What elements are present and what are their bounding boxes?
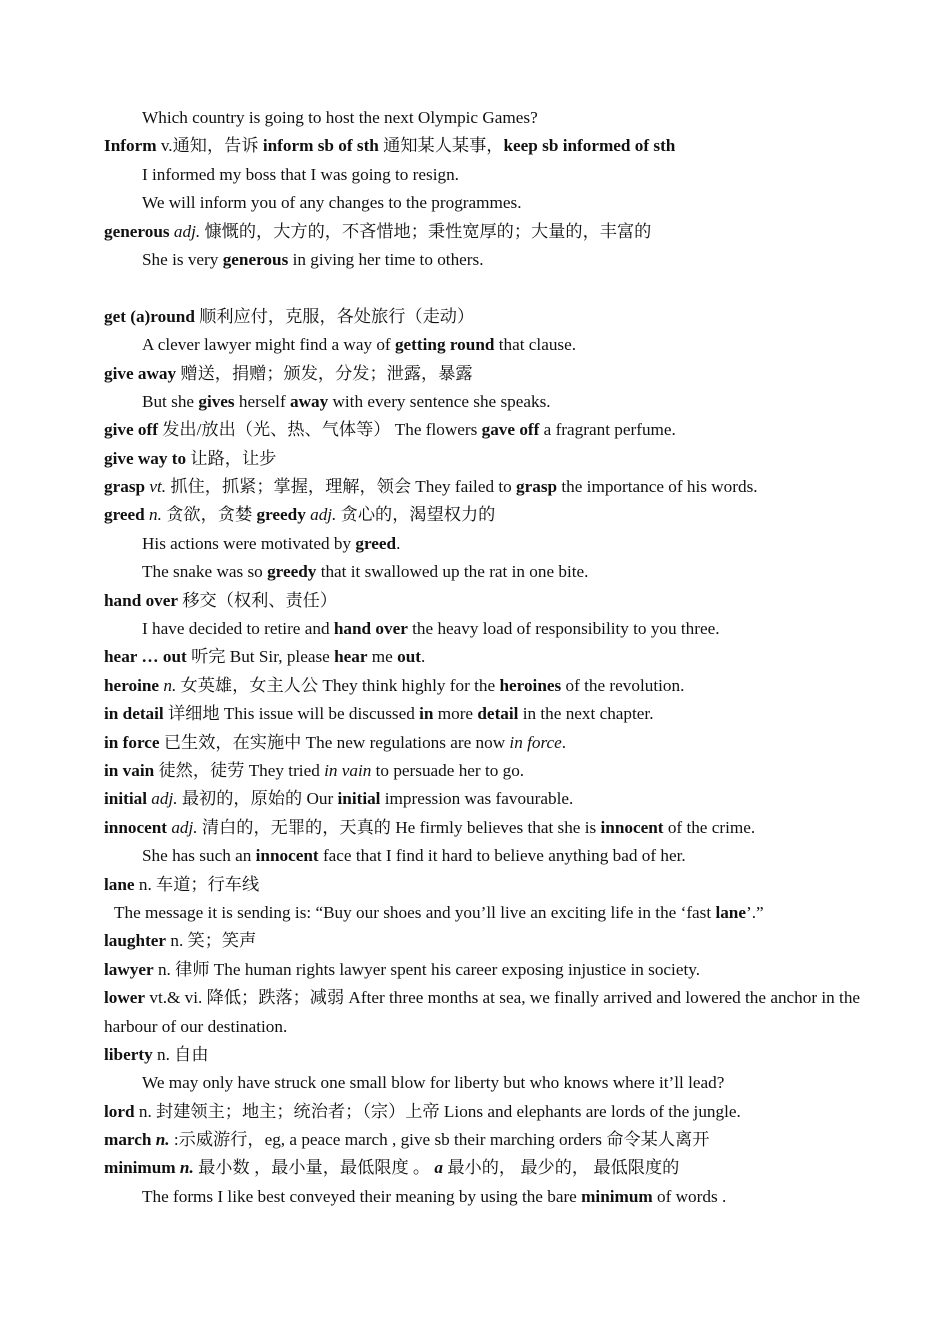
part-of-speech: adj.: [173, 221, 201, 241]
headword: give away: [104, 363, 177, 383]
text-segment: a fragrant perfume.: [539, 420, 676, 440]
entry-line: [104, 672, 864, 700]
text-segment: n. 车道；行车线: [134, 874, 260, 894]
text-segment: 已生效，在实施中 The new regulations are now: [159, 732, 510, 752]
example-sentence: [104, 1183, 864, 1211]
headword: lane: [715, 902, 746, 922]
text-segment: .: [396, 533, 401, 553]
text-segment: v.通知，告诉: [156, 136, 263, 156]
entry-line: [104, 643, 864, 671]
example-sentence: [104, 388, 864, 416]
entry-line: [104, 956, 864, 984]
entry-line: [104, 416, 864, 444]
headword: greedy: [267, 562, 317, 582]
example-sentence: [104, 558, 864, 586]
entry-line: [104, 984, 864, 1041]
entry-line: [104, 1098, 864, 1126]
example-sentence: [104, 615, 864, 643]
text-segment: The snake was so: [142, 562, 268, 582]
headword: greed: [355, 533, 397, 553]
text-segment: The forms I like best conveyed their meaning by using the bare: [142, 1186, 582, 1206]
text-segment: vt.& vi. 降低；跌落；减弱 After three months at sea, we finally arrived and lowered the anchor in the harbour of our destination.: [104, 988, 861, 1036]
headword: lawyer: [104, 959, 154, 979]
text-segment: n. 笑；笑声: [166, 931, 257, 951]
text-segment: She is very: [142, 249, 223, 269]
text-segment: in giving her time to others.: [288, 249, 484, 269]
headword: generous: [222, 249, 289, 269]
headword: away: [289, 391, 329, 411]
text-segment: But she: [142, 391, 199, 411]
headword: lane: [104, 874, 135, 894]
example-sentence: [104, 246, 864, 274]
text-segment: We will inform you of any changes to the programmes.: [142, 193, 522, 213]
text-segment: 最小数 ，最小量，最低限度 。: [193, 1158, 435, 1178]
headword: in: [419, 704, 434, 724]
text-segment: 顺利应付，克服，各处旅行（走动）: [194, 306, 475, 326]
headword: give off: [104, 420, 158, 440]
headword: initial: [337, 789, 381, 809]
headword: in vain: [104, 760, 155, 780]
headword: n.: [179, 1158, 194, 1178]
text-segment: The message it is sending is: “Buy our shoes and you’ll live an exciting life in the ‘fast: [114, 902, 716, 922]
text-segment: We may only have struck one small blow for liberty but who knows where it’ll lead?: [142, 1073, 725, 1093]
example-sentence: [104, 189, 864, 217]
headword: in detail: [104, 704, 164, 724]
headword: keep sb informed of sth: [503, 136, 676, 156]
text-segment: face that I find it hard to believe anything bad of her.: [318, 846, 686, 866]
text-segment: 最小的， 最少的， 最低限度的: [443, 1158, 680, 1178]
part-of-speech: adj.: [171, 817, 198, 837]
text-segment: of the revolution.: [561, 675, 685, 695]
blank-line: [104, 274, 864, 302]
text-segment: 徒然，徒劳 They tried: [154, 760, 325, 780]
headword: hand over: [333, 619, 408, 639]
text-segment: .: [420, 647, 426, 667]
text-segment: the heavy load of responsibility to you three.: [407, 619, 720, 639]
vocabulary-list: [104, 104, 864, 1211]
text-segment: herself: [234, 391, 290, 411]
headword: get (a)round: [104, 306, 195, 326]
text-segment: of the crime.: [663, 817, 756, 837]
text-segment: ’.”: [746, 902, 764, 922]
headword: a: [434, 1158, 444, 1178]
entry-line: [104, 757, 864, 785]
entry-line: [104, 1126, 864, 1154]
text-segment: 移交（权利、责任）: [178, 590, 338, 610]
entry-line: [104, 927, 864, 955]
entry-line: [104, 814, 864, 842]
headword: heroines: [499, 675, 562, 695]
text-segment: of words .: [652, 1186, 727, 1206]
entry-line: [104, 729, 864, 757]
headword: heroine: [104, 675, 160, 695]
text-segment: more: [433, 704, 478, 724]
text-segment: Which country is going to host the next Olympic Games?: [142, 108, 538, 127]
headword: hear: [334, 647, 368, 667]
part-of-speech: n.: [163, 675, 177, 695]
entry-line: [104, 132, 864, 160]
text-segment: 通知某人某事，: [378, 136, 504, 156]
part-of-speech: adj.: [151, 789, 178, 809]
text-segment: 发出/放出（光、热、气体等） The flowers: [157, 420, 482, 440]
headword: n.: [155, 1130, 170, 1150]
headword: gave off: [481, 420, 540, 440]
text-segment: in the next chapter.: [518, 704, 654, 724]
text-segment: A clever lawyer might find a way of: [142, 335, 395, 355]
headword: innocent: [255, 846, 319, 866]
entry-line: [104, 360, 864, 388]
headword: getting round: [394, 335, 495, 355]
example-sentence: [104, 1069, 864, 1097]
headword: innocent: [104, 817, 168, 837]
text-segment: 慷慨的，大方的，不吝惜地；秉性宽厚的；大量的，丰富的: [200, 221, 652, 241]
example-sentence: [104, 899, 864, 927]
entry-line: [104, 445, 864, 473]
headword: greedy: [256, 505, 306, 525]
headword: innocent: [600, 817, 664, 837]
entry-line: [104, 218, 864, 246]
part-of-speech: adj.: [310, 505, 337, 525]
text-segment: 赠送，捐赠；颁发，分发；泄露，暴露: [176, 363, 473, 383]
entry-line: [104, 785, 864, 813]
headword: gives: [198, 391, 235, 411]
text-segment: 最初的，原始的 Our: [177, 789, 338, 809]
headword: lord: [104, 1101, 135, 1121]
text-segment: to persuade her to go.: [371, 760, 525, 780]
example-sentence: [104, 530, 864, 558]
headword: hand over: [104, 590, 179, 610]
headword: lower: [104, 988, 146, 1008]
text-segment: with every sentence she speaks.: [328, 391, 551, 411]
headword: hear … out: [104, 647, 187, 667]
text-segment: 女英雄，女主人公 They think highly for the: [176, 675, 500, 695]
part-of-speech: n.: [149, 505, 162, 525]
text-segment: 清白的，无罪的，天真的 He firmly believes that she is: [197, 817, 601, 837]
headword: grasp: [516, 477, 558, 497]
entry-line: [104, 587, 864, 615]
headword: Inform: [104, 136, 157, 156]
text-segment: She has such an: [142, 846, 256, 866]
headword: minimum: [581, 1186, 653, 1206]
text-segment: His actions were motivated by: [142, 533, 356, 553]
text-segment: that it swallowed up the rat in one bite.: [316, 562, 589, 582]
part-of-speech: in force: [509, 732, 562, 752]
text-segment: 详细地 This issue will be discussed: [163, 704, 420, 724]
headword: greed: [104, 505, 145, 525]
text-segment: impression was favourable.: [380, 789, 574, 809]
example-sentence: [104, 842, 864, 870]
text-segment: .: [561, 732, 567, 752]
text-segment: n. 自由: [152, 1044, 209, 1064]
headword: liberty: [104, 1044, 153, 1064]
text-segment: me: [367, 647, 398, 667]
text-segment: the importance of his words.: [557, 477, 758, 497]
headword: give way to: [104, 448, 187, 468]
text-segment: n. 律师 The human rights lawyer spent his career exposing injustice in society.: [153, 959, 701, 979]
text-segment: I informed my boss that I was going to resign.: [142, 164, 459, 184]
entry-line: [104, 700, 864, 728]
entry-line: [104, 871, 864, 899]
headword: detail: [477, 704, 519, 724]
headword: march: [104, 1130, 152, 1150]
entry-line: [104, 501, 864, 529]
headword: out: [397, 647, 421, 667]
example-sentence: [104, 331, 864, 359]
entry-line: [104, 1154, 864, 1182]
headword: minimum: [104, 1158, 176, 1178]
headword: grasp: [104, 477, 146, 497]
text-segment: 贪心的，渴望权力的: [336, 505, 496, 525]
headword: laughter: [104, 931, 167, 951]
headword: initial: [104, 789, 147, 809]
headword: inform sb of sth: [262, 136, 379, 156]
example-sentence: [104, 161, 864, 189]
headword: in force: [104, 732, 160, 752]
entry-line: [104, 473, 864, 501]
text-segment: n. 封建领主；地主；统治者；（宗）上帝 Lions and elephants are lords of the jungle.: [134, 1101, 741, 1121]
text-segment: 贪欲，贪婪: [161, 505, 257, 525]
text-segment: 让路，让步: [186, 448, 277, 468]
text-segment: 抓住，抓紧；掌握，理解，领会 They failed to: [166, 477, 516, 497]
text-segment: I have decided to retire and: [142, 619, 334, 639]
entry-line: [104, 303, 864, 331]
part-of-speech: vt.: [149, 477, 167, 497]
entry-line: [104, 1041, 864, 1069]
text-segment: :示威游行，eg, a peace march , give sb their marching orders 命令某人离开: [169, 1130, 710, 1150]
headword: generous: [104, 221, 170, 241]
part-of-speech: in vain: [324, 760, 372, 780]
text-segment: 听完 But Sir, please: [186, 647, 335, 667]
example-sentence: [104, 104, 864, 132]
text-segment: that clause.: [494, 335, 577, 355]
